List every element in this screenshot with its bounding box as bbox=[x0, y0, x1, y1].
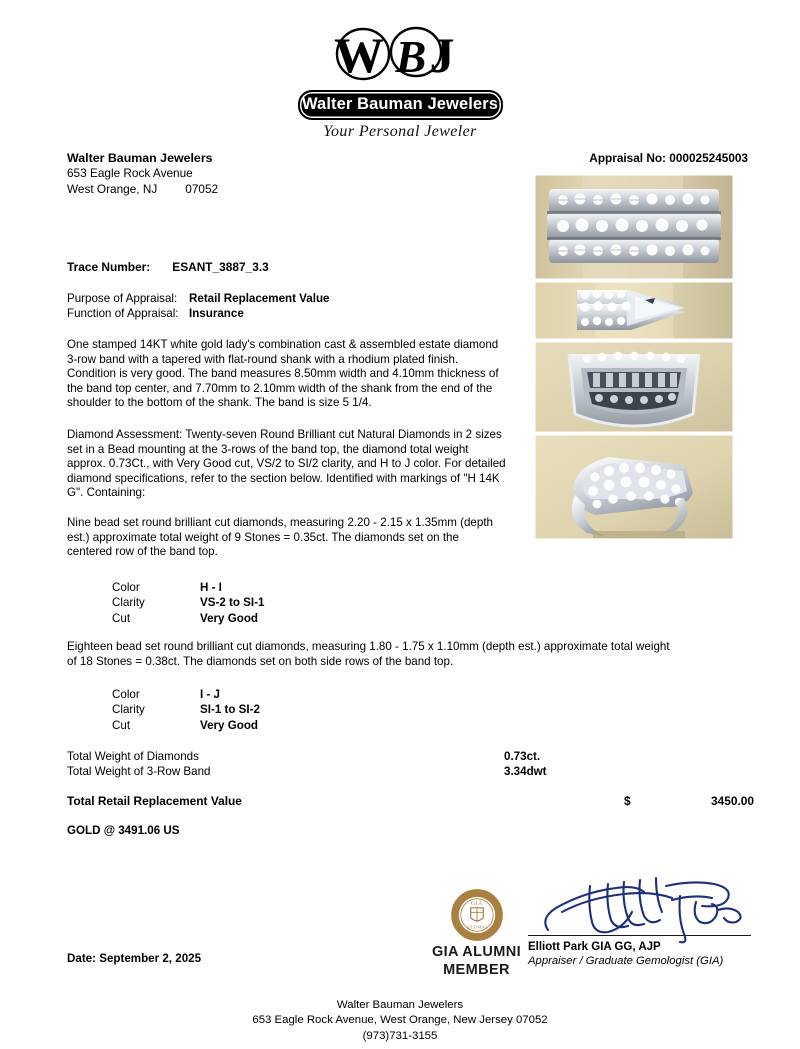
spec-label: Clarity bbox=[112, 596, 145, 610]
appraisal-date: Date: September 2, 2025 bbox=[67, 952, 202, 965]
function-label: Function of Appraisal: bbox=[67, 307, 179, 321]
footer-company-name: Walter Bauman Jewelers bbox=[336, 999, 464, 1011]
ring-angled-photo bbox=[535, 435, 733, 539]
signature-rule bbox=[528, 935, 751, 936]
totals-block bbox=[67, 749, 752, 780]
total-value: 3.34dwt bbox=[504, 765, 547, 779]
svg-text:W: W bbox=[334, 27, 384, 83]
signature-block bbox=[528, 872, 758, 967]
total-row bbox=[67, 764, 752, 779]
company-street: 653 Eagle Rock Avenue bbox=[67, 166, 193, 180]
svg-text:GIA: GIA bbox=[470, 901, 483, 908]
grand-total-currency: $ bbox=[624, 794, 631, 808]
spec-row bbox=[112, 718, 260, 733]
group-two-spec-table bbox=[112, 687, 260, 733]
spec-label: Clarity bbox=[112, 703, 145, 717]
spec-row bbox=[112, 687, 260, 702]
company-address-block bbox=[67, 150, 218, 197]
function-row bbox=[67, 306, 329, 321]
spec-label: Color bbox=[112, 581, 140, 594]
group-two-paragraph: Eighteen bead set round brilliant cut diamonds, measuring 1.80 - 1.75 x 1.10mm (depth est.) approximate total weight of 18 Stones = 0.38ct. The diamonds set on both side rows of the band top. bbox=[67, 640, 670, 668]
gia-alumni-seal-block bbox=[424, 888, 529, 978]
logo-name-bar: Walter Bauman Jewelers bbox=[298, 90, 503, 120]
trace-number-row bbox=[67, 260, 269, 274]
function-value: Insurance bbox=[189, 307, 244, 321]
spec-label: Cut bbox=[112, 718, 131, 732]
company-logo bbox=[0, 22, 800, 141]
gia-seal-line-1: GIA ALUMNI bbox=[431, 944, 522, 960]
group-one-spec-table bbox=[112, 580, 264, 626]
grand-total-amount: 3450.00 bbox=[711, 794, 754, 808]
purpose-row bbox=[67, 291, 329, 306]
appraiser-name: Elliott Park GIA GG, AJP bbox=[528, 941, 661, 953]
wbj-monogram-icon bbox=[285, 22, 515, 94]
footer-address: 653 Eagle Rock Avenue, West Orange, New Jersey 07052 bbox=[252, 1014, 548, 1027]
svg-text:ALUMNI: ALUMNI bbox=[466, 924, 487, 930]
grand-total-label: Total Retail Replacement Value bbox=[67, 794, 242, 808]
spec-value: Very Good bbox=[200, 611, 258, 625]
grand-total-row bbox=[67, 794, 754, 808]
group-one-paragraph: Nine bead set round brilliant cut diamonds, measuring 2.20 - 2.15 x 1.35mm (depth est.) approximate total weight of 9 Stones = 0.35ct. The diamonds set on the centered row of the band top. bbox=[67, 516, 493, 559]
spec-label: Color bbox=[112, 688, 140, 701]
trace-number-label: Trace Number: bbox=[67, 260, 151, 274]
spec-value: SI-1 to SI-2 bbox=[200, 703, 260, 717]
trace-number-value: ESANT_3887_3.3 bbox=[172, 260, 269, 274]
ring-underside-photo bbox=[535, 342, 733, 432]
handwritten-signature bbox=[528, 872, 758, 944]
purpose-label: Purpose of Appraisal: bbox=[67, 292, 178, 305]
purpose-value: Retail Replacement Value bbox=[189, 292, 330, 305]
gold-price-line: GOLD @ 3491.06 US bbox=[67, 824, 180, 837]
spec-value: I - J bbox=[200, 688, 220, 701]
total-row bbox=[67, 749, 752, 764]
item-description-paragraph: One stamped 14KT white gold lady's combination cast & assembled estate diamond 3-row band with a tapered with flat-round shank with a rhodium plated finish. Condition is very good. The band measures 8.50mm width and 4.10mm thickness of the band top center, and 7.70mm to 2.10mm width of the shank from the end of the shoulder to the bottom of the shank. The band is size 5 1/4. bbox=[67, 338, 499, 410]
svg-text:B: B bbox=[395, 31, 427, 82]
spec-row bbox=[112, 595, 264, 610]
spec-value: Very Good bbox=[200, 718, 258, 732]
page-footer bbox=[0, 998, 800, 1044]
gia-seal-line-2: MEMBER bbox=[443, 962, 510, 978]
company-name: Walter Bauman Jewelers bbox=[67, 151, 213, 165]
company-city-state-zip bbox=[67, 182, 218, 198]
footer-phone: (973)731-3155 bbox=[362, 1029, 438, 1042]
total-label: Total Weight of 3-Row Band bbox=[67, 765, 211, 779]
total-label: Total Weight of Diamonds bbox=[67, 750, 199, 763]
svg-text:J: J bbox=[429, 27, 455, 83]
purpose-function-block bbox=[67, 291, 329, 321]
company-zip: 07052 bbox=[185, 181, 219, 196]
logo-tagline: Your Personal Jeweler bbox=[323, 122, 477, 140]
company-city-state: West Orange, NJ bbox=[67, 181, 158, 196]
spec-row bbox=[112, 611, 264, 626]
spec-label: Cut bbox=[112, 611, 131, 625]
total-value: 0.73ct. bbox=[504, 750, 541, 763]
ring-top-closeup-photo bbox=[535, 175, 733, 279]
diamond-assessment-paragraph: Diamond Assessment: Twenty-seven Round Brilliant cut Natural Diamonds in 2 sizes set in a Bead mounting at the 3-rows of the band top, the diamond total weight approx. 0.73Ct., with Very Good cut, VS/2 to SI/2 clarity, and H to J color. For detailed diamond specifications, refer to the section below. Identified with markings of "H 14K G". Containing: bbox=[67, 428, 506, 500]
spec-row bbox=[112, 702, 260, 717]
spec-row bbox=[112, 580, 264, 595]
appraisal-number: Appraisal No: 000025245003 bbox=[589, 151, 748, 165]
ring-profile-photo bbox=[535, 282, 733, 339]
item-photo-gallery bbox=[535, 175, 733, 542]
spec-value: H - I bbox=[200, 581, 222, 594]
spec-value: VS-2 to SI-1 bbox=[200, 596, 265, 610]
appraiser-title: Appraiser / Graduate Gemologist (GIA) bbox=[528, 955, 724, 967]
gia-alumni-seal-icon bbox=[424, 888, 529, 942]
